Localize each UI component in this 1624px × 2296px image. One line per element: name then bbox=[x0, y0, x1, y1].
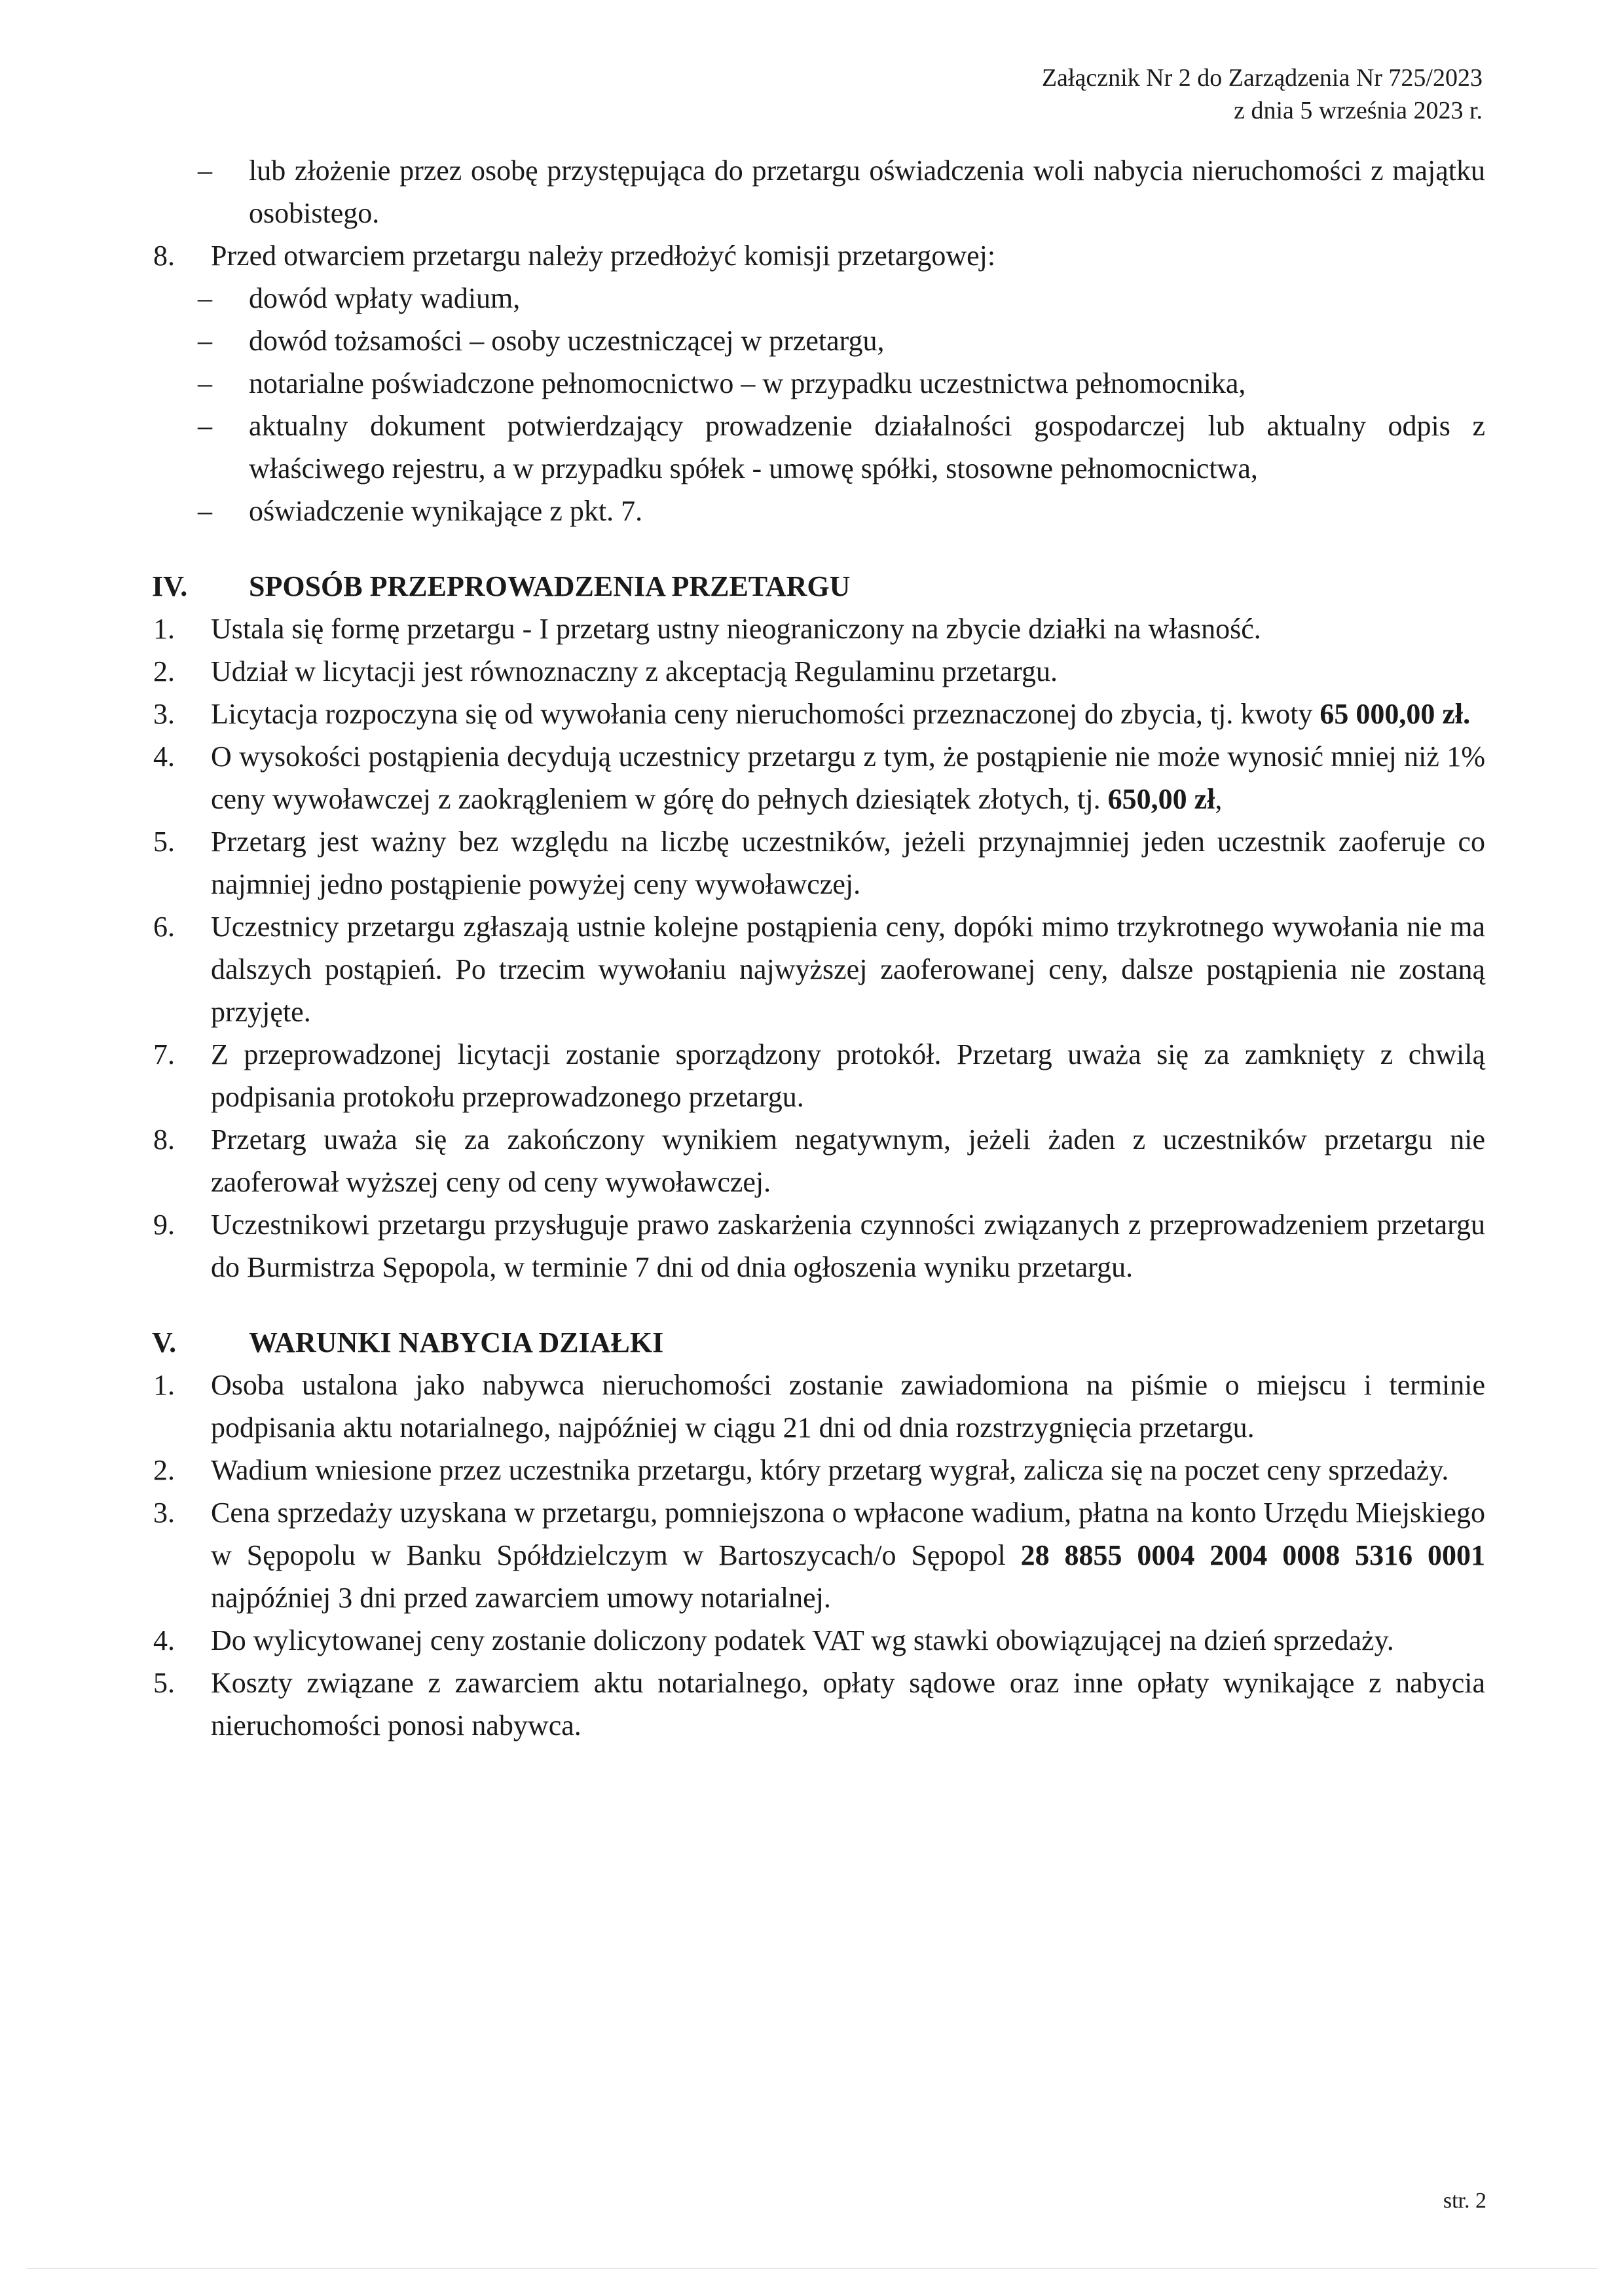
item-text bbox=[211, 735, 1485, 820]
attachment-header bbox=[1042, 62, 1483, 127]
bullet-dash: – bbox=[198, 410, 212, 442]
section-4-item bbox=[152, 693, 1485, 735]
item-text-after: najpóźniej 3 dni przed zawarciem umowy notarialnej. bbox=[211, 1582, 831, 1614]
section-title: WARUNKI NABYCIA DZIAŁKI bbox=[249, 1326, 664, 1358]
item-text bbox=[211, 1491, 1485, 1619]
item-number: 9. bbox=[153, 1209, 175, 1241]
point-text: Przed otwarciem przetargu należy przedłożyć komisji przetargowej: bbox=[211, 240, 996, 272]
section-5-heading bbox=[152, 1321, 1485, 1364]
bullet-dash: – bbox=[198, 325, 212, 357]
item-number: 8. bbox=[153, 1123, 175, 1156]
scan-edge-line bbox=[26, 2268, 1598, 2269]
section-4-item bbox=[152, 608, 1485, 650]
item-number: 1. bbox=[153, 1369, 175, 1401]
item-text: Ustala się formę przetargu - I przetarg ustny nieograniczony na zbycie działki na własność. bbox=[211, 613, 1261, 645]
min-increment-amount: 650,00 zł bbox=[1107, 783, 1215, 815]
item-text-plain: Cena sprzedaży uzyskana w przetargu, pomniejszona o wpłacone wadium, płatna na konto Urzędu Miejskiego w Sępopolu w Banku Spółdzielczym w Bartoszycach/o Sępopol bbox=[211, 1497, 1485, 1571]
bullet-text: notarialne poświadczone pełnomocnictwo – w przypadku uczestnictwa pełnomocnika, bbox=[249, 367, 1246, 399]
item-text: Przetarg jest ważny bez względu na liczbę uczestników, jeżeli przynajmniej jeden uczestnik zaoferuje co najmniej jedno postąpienie powyżej ceny wywoławczej. bbox=[211, 826, 1485, 900]
attachment-header-line-1: Załącznik Nr 2 do Zarządzenia Nr 725/2023 bbox=[1041, 64, 1483, 92]
section-5-item bbox=[152, 1619, 1485, 1662]
bullet-dash: – bbox=[198, 495, 212, 527]
starting-price: 65 000,00 zł. bbox=[1320, 698, 1471, 730]
item-number: 2. bbox=[153, 1454, 175, 1486]
item-text: Koszty związane z zawarciem aktu notarialnego, opłaty sądowe oraz inne opłaty wynikające z nabycia nieruchomości ponosi nabywca. bbox=[211, 1667, 1485, 1741]
section-4-item bbox=[152, 820, 1485, 905]
point-8-bullet bbox=[152, 405, 1485, 490]
bullet-dash: – bbox=[198, 155, 212, 187]
bullet-text: lub złożenie przez osobę przystępująca do przetargu oświadczenia woli nabycia nieruchomości z majątku osobistego. bbox=[249, 155, 1485, 229]
item-number: 1. bbox=[153, 613, 175, 645]
section-numeral: V. bbox=[152, 1326, 177, 1358]
item-text-after: , bbox=[1215, 783, 1223, 815]
point-8 bbox=[152, 234, 1485, 277]
bullet-text: aktualny dokument potwierdzający prowadzenie działalności gospodarczej lub aktualny odpis z właściwego rejestru, a w przypadku spółek - umowę spółki, stosowne pełnomocnictwa, bbox=[249, 410, 1485, 484]
page-number: str. 2 bbox=[1443, 2189, 1486, 2213]
item-text: Przetarg uważa się za zakończony wynikiem negatywnym, jeżeli żaden z uczestników przetargu nie zaoferował wyższej ceny od ceny wywoławczej. bbox=[211, 1123, 1485, 1198]
item-number: 4. bbox=[153, 1624, 175, 1656]
item-number: 4. bbox=[153, 740, 175, 773]
document-body bbox=[152, 149, 1485, 1747]
section-4-item bbox=[152, 1033, 1485, 1118]
item-number: 2. bbox=[153, 655, 175, 687]
section-numeral: IV. bbox=[152, 570, 188, 602]
section-4-item bbox=[152, 1203, 1485, 1288]
section-4-item bbox=[152, 650, 1485, 693]
bank-account-number: 28 8855 0004 2004 0008 5316 0001 bbox=[1020, 1539, 1486, 1571]
bullet-dash: – bbox=[198, 367, 212, 399]
section-4-heading bbox=[152, 565, 1485, 608]
section-5-item bbox=[152, 1491, 1485, 1619]
item-text-plain: Licytacja rozpoczyna się od wywołania ceny nieruchomości przeznaczonej do zbycia, tj. kwoty bbox=[211, 698, 1320, 730]
item-text: Z przeprowadzonej licytacji zostanie sporządzony protokół. Przetarg uważa się za zamknięty z chwilą podpisania protokołu przeprowadzonego przetargu. bbox=[211, 1038, 1485, 1113]
bullet-text: oświadczenie wynikające z pkt. 7. bbox=[249, 495, 643, 527]
bullet-text: dowód wpłaty wadium, bbox=[249, 282, 521, 314]
item-text: Do wylicytowanej ceny zostanie doliczony podatek VAT wg stawki obowiązującej na dzień sprzedaży. bbox=[211, 1624, 1394, 1656]
item-text: Udział w licytacji jest równoznaczny z akceptacją Regulaminu przetargu. bbox=[211, 655, 1058, 687]
item-text-plain: O wysokości postąpienia decydują uczestnicy przetargu z tym, że postąpienie nie może wynosić mniej niż 1% ceny wywoławczej z zaokrągleniem w górę do pełnych dziesiątek złotych, tj. bbox=[211, 740, 1485, 815]
section-5-item bbox=[152, 1662, 1485, 1747]
point-8-bullet bbox=[152, 277, 1485, 319]
section-5-item bbox=[152, 1364, 1485, 1449]
item-number: 5. bbox=[153, 826, 175, 858]
item-number: 3. bbox=[153, 1497, 175, 1529]
point-8-bullet bbox=[152, 319, 1485, 362]
item-text: Uczestnikowi przetargu przysługuje prawo zaskarżenia czynności związanych z przeprowadzeniem przetargu do Burmistrza Sępopola, w terminie 7 dni od dnia ogłoszenia wyniku przetargu. bbox=[211, 1209, 1485, 1283]
item-text: Uczestnicy przetargu zgłaszają ustnie kolejne postąpienia ceny, dopóki mimo trzykrotnego wywołania nie ma dalszych postąpień. Po trzecim wywołaniu najwyższej zaoferowanej ceny, dalsze postąpienia nie zostaną przyjęte. bbox=[211, 911, 1485, 1028]
point-number: 8. bbox=[153, 240, 175, 272]
attachment-header-line-2: z dnia 5 września 2023 r. bbox=[1234, 97, 1483, 124]
bullet-dash: – bbox=[198, 282, 212, 314]
section-4-item bbox=[152, 735, 1485, 820]
item-number: 3. bbox=[153, 698, 175, 730]
point-8-bullet bbox=[152, 490, 1485, 532]
item-text: Osoba ustalona jako nabywca nieruchomości zostanie zawiadomiona na piśmie o miejscu i terminie podpisania aktu notarialnego, najpóźniej w ciągu 21 dni od dnia rozstrzygnięcia przetargu. bbox=[211, 1369, 1485, 1444]
item-text bbox=[211, 693, 1485, 735]
bullet-text: dowód tożsamości – osoby uczestniczącej w przetargu, bbox=[249, 325, 885, 357]
section-title: SPOSÓB PRZEPROWADZENIA PRZETARGU bbox=[249, 570, 851, 602]
item-number: 6. bbox=[153, 911, 175, 943]
section-4-item bbox=[152, 905, 1485, 1033]
item-number: 7. bbox=[153, 1038, 175, 1070]
continuation-bullet bbox=[152, 149, 1485, 234]
item-number: 5. bbox=[153, 1667, 175, 1699]
point-8-bullet bbox=[152, 362, 1485, 405]
section-4-item bbox=[152, 1118, 1485, 1203]
item-text: Wadium wniesione przez uczestnika przetargu, który przetarg wygrał, zalicza się na poczet ceny sprzedaży. bbox=[211, 1454, 1449, 1486]
section-5-item bbox=[152, 1449, 1485, 1491]
